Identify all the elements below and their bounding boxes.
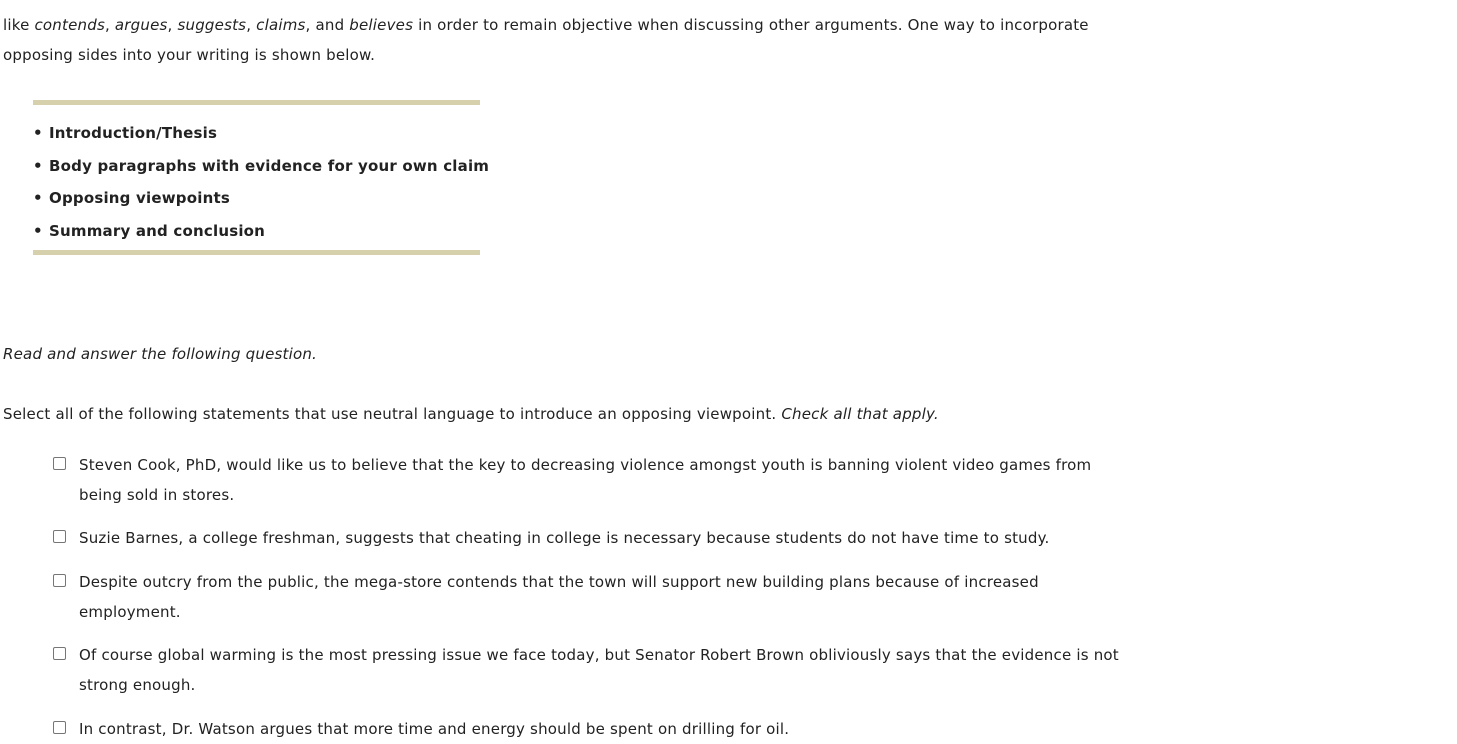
answer-checkbox-2[interactable]: [53, 530, 66, 543]
term-suggests: suggests: [177, 16, 247, 34]
answer-checkbox-5[interactable]: [53, 721, 66, 734]
answer-option-1[interactable]: [53, 450, 1133, 510]
essay-outline-box: [33, 100, 490, 255]
outline-item-summary: [33, 215, 480, 248]
outline-item-label: Opposing viewpoints: [49, 189, 230, 208]
question-prompt-instruction: Check all that apply.: [781, 405, 939, 423]
intro-sep: ,: [167, 16, 178, 34]
question-prompt: [3, 404, 939, 424]
outline-item-body-paragraphs: [33, 150, 490, 183]
intro-sep: , and: [305, 16, 350, 34]
bullet-icon: •: [33, 222, 43, 241]
answer-option-text: Steven Cook, PhD, would like us to believe that the key to decreasing violence amongst youth is banning violent video games from being sold in stores.: [79, 456, 1092, 504]
answer-checkbox-4[interactable]: [53, 647, 66, 660]
answer-option-text: Despite outcry from the public, the mega-store contends that the town will support new building plans because of increased employment.: [79, 573, 1039, 621]
bullet-icon: •: [33, 189, 43, 208]
term-claims: claims: [256, 16, 306, 34]
answer-option-4[interactable]: [53, 640, 1133, 700]
bullet-icon: •: [33, 124, 43, 142]
bullet-icon: •: [33, 156, 43, 175]
intro-prefix: like: [3, 16, 35, 34]
outline-item-label: Summary and conclusion: [49, 222, 266, 241]
intro-paragraph: [3, 10, 1153, 70]
term-contends: contends: [34, 16, 105, 34]
outline-item-introduction: [33, 117, 480, 150]
question-prompt-text: Select all of the following statements that use neutral language to introduce an opposing viewpoint.: [3, 405, 782, 423]
intro-sep: ,: [246, 16, 257, 34]
answer-option-text: Suzie Barnes, a college freshman, suggests that cheating in college is necessary because students do not have time to study.: [79, 529, 1050, 547]
answer-options: [53, 450, 1133, 744]
intro-sep: ,: [104, 16, 115, 34]
outline-item-opposing-viewpoints: [33, 182, 480, 215]
answer-option-3[interactable]: [53, 567, 1133, 627]
outline-item-label: Body paragraphs with evidence for your own claim: [49, 156, 490, 175]
outline-item-label: Introduction/Thesis: [49, 124, 218, 142]
answer-checkbox-1[interactable]: [53, 457, 66, 470]
answer-option-5[interactable]: [53, 714, 1133, 744]
answer-option-2[interactable]: [53, 523, 1133, 553]
term-argues: argues: [114, 16, 168, 34]
answer-option-text: Of course global warming is the most pressing issue we face today, but Senator Robert Brown obliviously says that the evidence is not strong enough.: [79, 646, 1119, 694]
answer-option-text: In contrast, Dr. Watson argues that more time and energy should be spent on drilling for oil.: [79, 720, 790, 738]
term-believes: believes: [349, 16, 414, 34]
intro-suffix: in order to remain objective when discussing other arguments. One way to incorporate opposing sides into your writing is shown below.: [3, 16, 1089, 64]
answer-checkbox-3[interactable]: [53, 574, 66, 587]
essay-outline-list: [33, 117, 490, 248]
question-directions: Read and answer the following question.: [3, 345, 318, 363]
